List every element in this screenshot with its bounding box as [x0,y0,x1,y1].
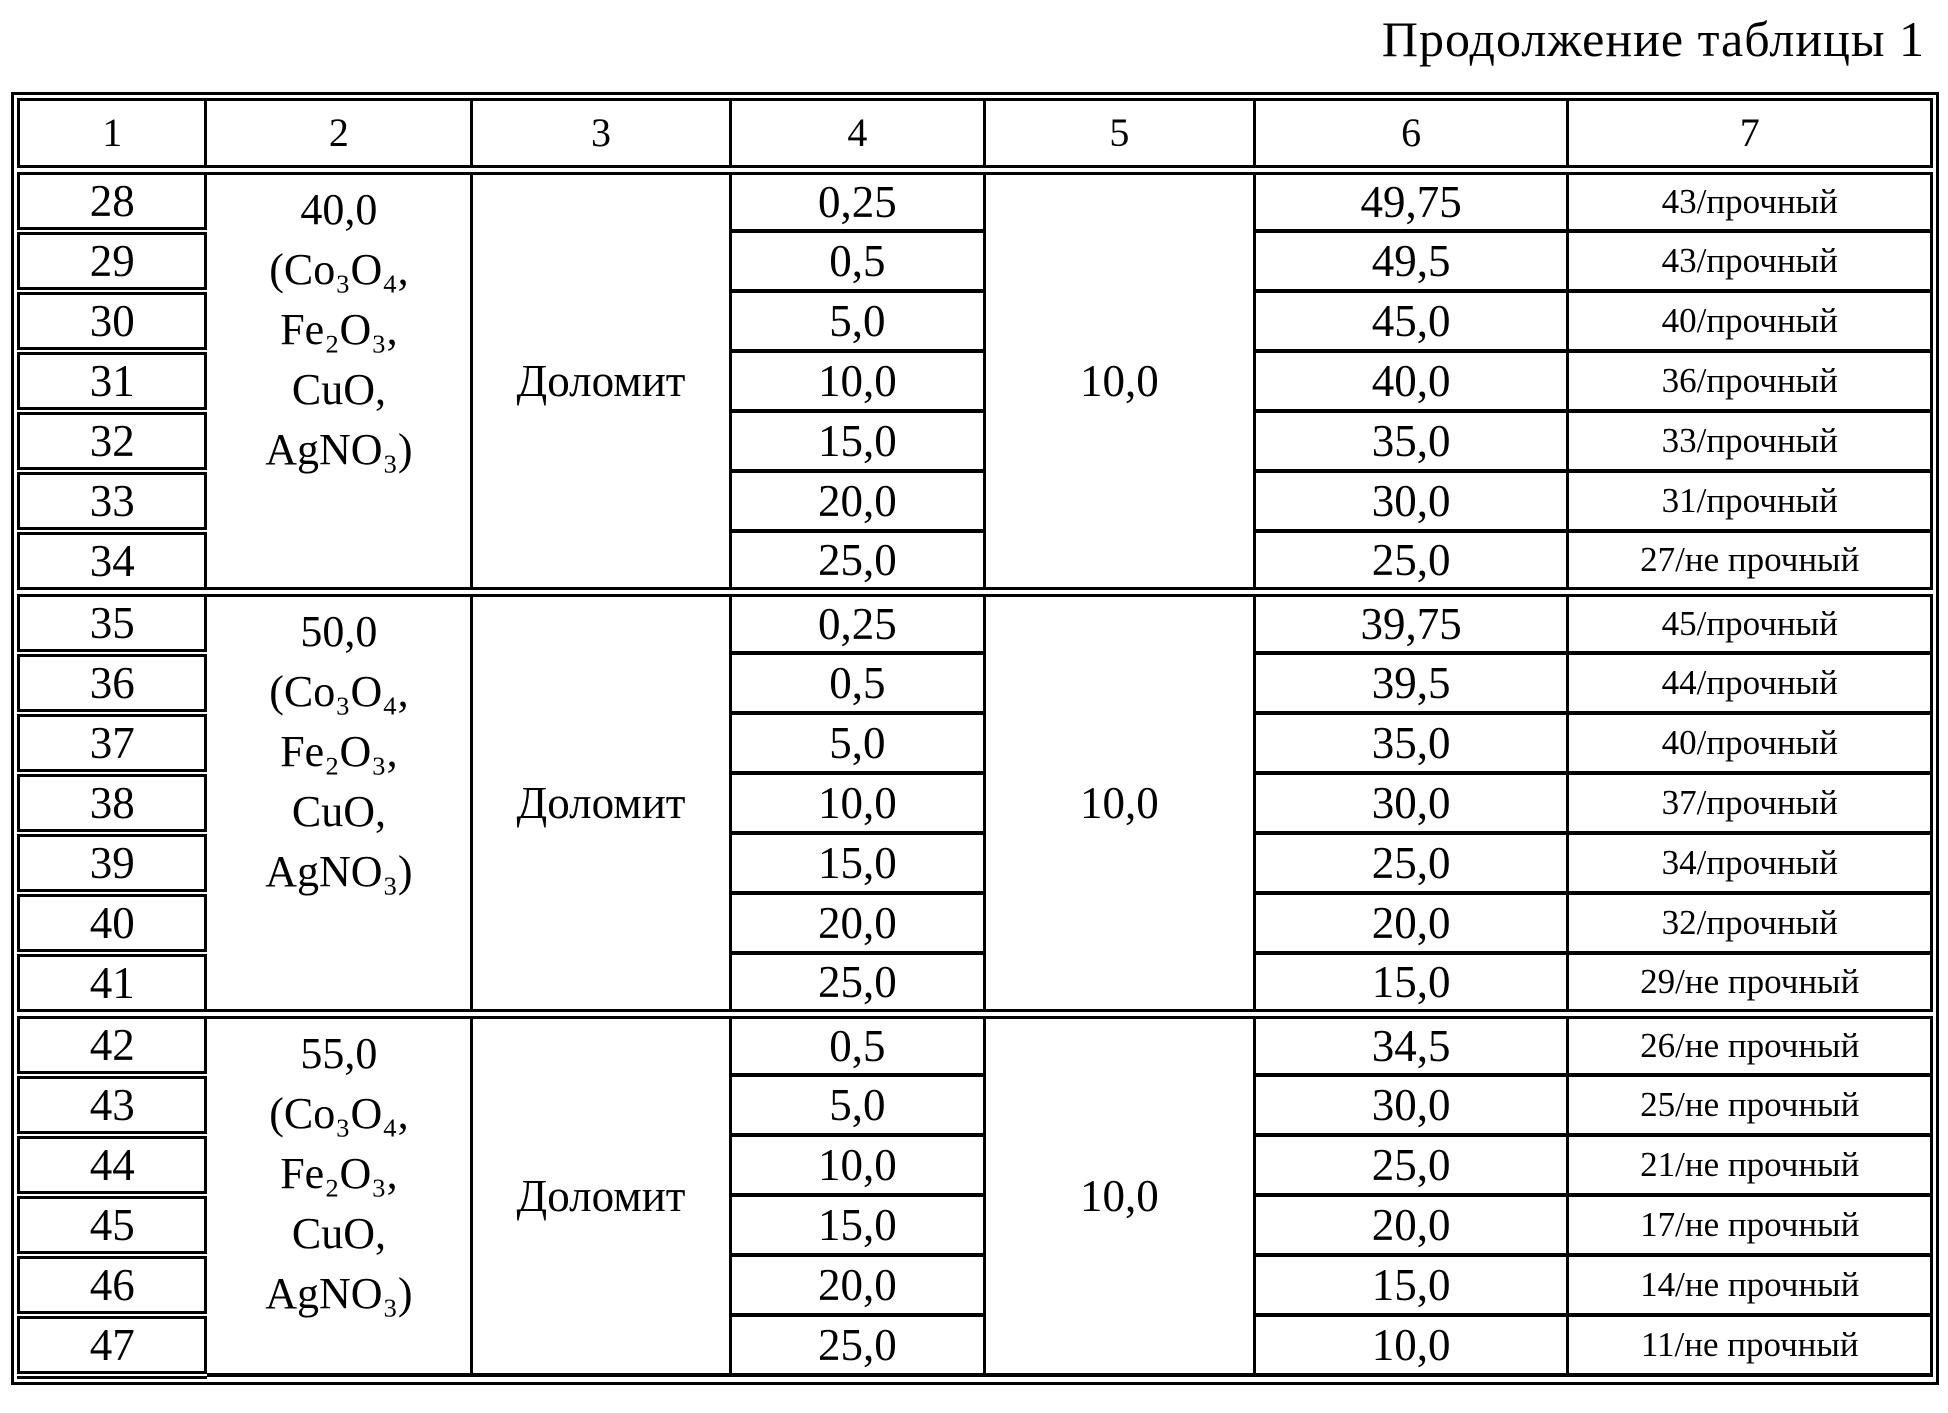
formula-line: CuO, [291,786,386,836]
cell-col4: 0,5 [730,653,984,713]
component-formula-cell [206,1014,472,1375]
cell-col7: 27/не прочный [1568,531,1932,592]
formula-line: 50,0 [300,606,378,656]
cell-col6: 35,0 [1254,713,1568,773]
cell-col4: 15,0 [730,833,984,893]
formula-line: CuO, [291,364,386,414]
cell-col4: 0,25 [730,170,984,231]
cell-col1: 32 [19,411,206,471]
cell-col7: 11/не прочный [1568,1315,1932,1375]
data-table [17,98,1933,1379]
carrier-cell: Доломит [472,1014,730,1375]
formula-line: Fe₂O₃, [280,304,398,354]
cell-col7: 40/прочный [1568,713,1932,773]
cell-col4: 20,0 [730,1255,984,1315]
cell-col4: 10,0 [730,351,984,411]
cell-col7: 33/прочный [1568,411,1932,471]
carrier-cell: Доломит [472,170,730,592]
cell-col4: 10,0 [730,1135,984,1195]
column-header-5: 5 [985,100,1255,170]
row-group-1 [19,170,1932,592]
cell-col1: 33 [19,471,206,531]
cell-col4: 0,25 [730,592,984,653]
cell-col1: 39 [19,833,206,893]
cell-col1: 40 [19,893,206,953]
header-row [19,100,1932,170]
cell-col6: 25,0 [1254,1135,1568,1195]
carrier-cell: Доломит [472,592,730,1014]
cell-col6: 45,0 [1254,291,1568,351]
cell-col7: 32/прочный [1568,893,1932,953]
cell-col1: 28 [19,170,206,231]
component-formula-cell [206,170,472,592]
column-header-6: 6 [1254,100,1568,170]
table-frame [11,92,1939,1385]
cell-col4: 25,0 [730,531,984,592]
table-row [19,592,1932,653]
cell-col6: 30,0 [1254,773,1568,833]
cell-col7: 25/не прочный [1568,1075,1932,1135]
cell-col6: 35,0 [1254,411,1568,471]
cell-col5: 10,0 [985,170,1255,592]
table-header [19,100,1932,170]
cell-col4: 20,0 [730,893,984,953]
cell-col6: 20,0 [1254,893,1568,953]
column-header-1: 1 [19,100,206,170]
formula-line: CuO, [291,1208,386,1258]
cell-col6: 49,75 [1254,170,1568,231]
cell-col7: 45/прочный [1568,592,1932,653]
cell-col4: 25,0 [730,1315,984,1375]
cell-col4: 5,0 [730,1075,984,1135]
cell-col4: 5,0 [730,291,984,351]
cell-col7: 34/прочный [1568,833,1932,893]
cell-col4: 20,0 [730,471,984,531]
cell-col6: 40,0 [1254,351,1568,411]
cell-col6: 49,5 [1254,231,1568,291]
cell-col6: 15,0 [1254,1255,1568,1315]
row-group-2 [19,592,1932,1014]
cell-col1: 31 [19,351,206,411]
cell-col1: 44 [19,1135,206,1195]
cell-col7: 40/прочный [1568,291,1932,351]
table-row [19,170,1932,231]
cell-col1: 43 [19,1075,206,1135]
cell-col6: 15,0 [1254,953,1568,1014]
formula-line: AgNO₃) [265,846,413,896]
cell-col7: 29/не прочный [1568,953,1932,1014]
cell-col7: 36/прочный [1568,351,1932,411]
cell-col6: 20,0 [1254,1195,1568,1255]
page-title: Продолжение таблицы 1 [1381,11,1925,67]
cell-col1: 35 [19,592,206,653]
row-group-3 [19,1014,1932,1375]
column-header-7: 7 [1568,100,1932,170]
cell-col7: 43/прочный [1568,231,1932,291]
formula-line: 40,0 [300,184,378,234]
formula-line: (Co₃O₄, [269,1088,409,1138]
cell-col7: 44/прочный [1568,653,1932,713]
cell-col7: 26/не прочный [1568,1014,1932,1075]
cell-col4: 5,0 [730,713,984,773]
formula-line: AgNO₃) [265,424,413,474]
column-header-3: 3 [472,100,730,170]
cell-col6: 30,0 [1254,471,1568,531]
component-formula-cell [206,592,472,1014]
cell-col4: 0,5 [730,231,984,291]
cell-col4: 10,0 [730,773,984,833]
formula-line: (Co₃O₄, [269,666,409,716]
cell-col5: 10,0 [985,592,1255,1014]
cell-col1: 46 [19,1255,206,1315]
cell-col6: 30,0 [1254,1075,1568,1135]
cell-col7: 43/прочный [1568,170,1932,231]
cell-col1: 47 [19,1315,206,1375]
cell-col7: 37/прочный [1568,773,1932,833]
formula-line: (Co₃O₄, [269,244,409,294]
cell-col6: 39,5 [1254,653,1568,713]
cell-col1: 38 [19,773,206,833]
column-header-4: 4 [730,100,984,170]
formula-line: Fe₂O₃, [280,726,398,776]
cell-col1: 45 [19,1195,206,1255]
cell-col6: 25,0 [1254,833,1568,893]
cell-col1: 41 [19,953,206,1014]
cell-col1: 34 [19,531,206,592]
table-row [19,1014,1932,1075]
cell-col5: 10,0 [985,1014,1255,1375]
formula-line: AgNO₃) [265,1268,413,1318]
cell-col1: 36 [19,653,206,713]
cell-col6: 10,0 [1254,1315,1568,1375]
cell-col7: 31/прочный [1568,471,1932,531]
cell-col7: 17/не прочный [1568,1195,1932,1255]
formula-line: 55,0 [300,1028,378,1078]
cell-col6: 39,75 [1254,592,1568,653]
cell-col6: 25,0 [1254,531,1568,592]
cell-col6: 34,5 [1254,1014,1568,1075]
cell-col4: 25,0 [730,953,984,1014]
cell-col1: 42 [19,1014,206,1075]
cell-col4: 15,0 [730,1195,984,1255]
column-header-2: 2 [206,100,472,170]
cell-col1: 37 [19,713,206,773]
cell-col4: 0,5 [730,1014,984,1075]
formula-line: Fe₂O₃, [280,1148,398,1198]
cell-col7: 14/не прочный [1568,1255,1932,1315]
cell-col1: 30 [19,291,206,351]
cell-col1: 29 [19,231,206,291]
cell-col4: 15,0 [730,411,984,471]
cell-col7: 21/не прочный [1568,1135,1932,1195]
